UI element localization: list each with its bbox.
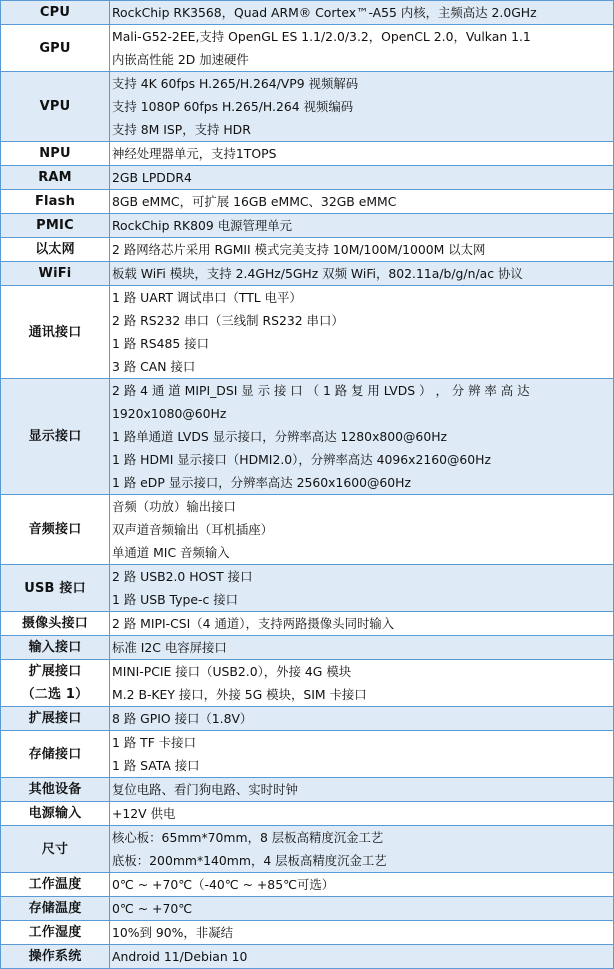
row-label-other: 其他设备 xyxy=(1,778,110,802)
table-row xyxy=(1,921,614,945)
value-line: 支持 1080P 60fps H.265/H.264 视频编码 xyxy=(112,99,354,114)
value-line: 8 路 GPIO 接口（1.8V） xyxy=(112,711,253,726)
row-value-gpu xyxy=(110,25,614,72)
row-label-storage: 存储接口 xyxy=(1,731,110,778)
value-line: 2 路 USB2.0 HOST 接口 xyxy=(112,569,253,584)
row-value-humidity xyxy=(110,921,614,945)
row-label-expansion-choice xyxy=(1,660,110,707)
row-value-storage-temp xyxy=(110,897,614,921)
row-label-ethernet: 以太网 xyxy=(1,238,110,262)
value-line: 标准 I2C 电容屏接口 xyxy=(112,640,227,655)
value-line: 复位电路、看门狗电路、实时时钟 xyxy=(112,782,298,797)
row-value-wifi xyxy=(110,262,614,286)
row-value-flash xyxy=(110,190,614,214)
row-value-dimensions xyxy=(110,826,614,873)
row-value-pmic xyxy=(110,214,614,238)
table-row xyxy=(1,707,614,731)
table-row xyxy=(1,142,614,166)
table-row xyxy=(1,286,614,379)
table-row xyxy=(1,166,614,190)
value-line: 板载 WiFi 模块，支持 2.4GHz/5GHz 双频 WiFi，802.11a/b/g/n/ac 协议 xyxy=(112,266,523,281)
table-row xyxy=(1,190,614,214)
value-line: 核心板：65mm*70mm，8 层板高精度沉金工艺 xyxy=(112,830,384,845)
table-row xyxy=(1,873,614,897)
value-line: 1 路 USB Type-c 接口 xyxy=(112,592,238,607)
table-row xyxy=(1,731,614,778)
row-value-audio xyxy=(110,495,614,565)
value-line: 0℃ ~ +70℃（-40℃ ~ +85℃可选） xyxy=(112,877,335,892)
row-value-ethernet xyxy=(110,238,614,262)
value-line: 1 路 UART 调试串口（TTL 电平） xyxy=(112,290,302,305)
value-line: M.2 B-KEY 接口，外接 5G 模块，SIM 卡接口 xyxy=(112,687,367,702)
table-row xyxy=(1,565,614,612)
row-value-vpu xyxy=(110,72,614,142)
row-value-other xyxy=(110,778,614,802)
value-line: 内嵌高性能 2D 加速硬件 xyxy=(112,52,249,67)
row-value-comm xyxy=(110,286,614,379)
label-line: （二选 1） xyxy=(21,687,89,702)
row-label-usb: USB 接口 xyxy=(1,565,110,612)
row-label-vpu: VPU xyxy=(1,72,110,142)
row-label-power: 电源输入 xyxy=(1,802,110,826)
value-line: 音频（功放）输出接口 xyxy=(112,499,236,514)
value-line: 8GB eMMC，可扩展 16GB eMMC、32GB eMMC xyxy=(112,194,397,209)
row-label-pmic: PMIC xyxy=(1,214,110,238)
row-label-display: 显示接口 xyxy=(1,379,110,495)
row-value-operating-temp xyxy=(110,873,614,897)
table-row xyxy=(1,262,614,286)
table-row xyxy=(1,379,614,495)
row-label-humidity: 工作湿度 xyxy=(1,921,110,945)
table-row xyxy=(1,660,614,707)
row-label-wifi: WiFi xyxy=(1,262,110,286)
row-label-input: 输入接口 xyxy=(1,636,110,660)
table-row xyxy=(1,636,614,660)
row-value-camera xyxy=(110,612,614,636)
value-line: 1 路 SATA 接口 xyxy=(112,758,200,773)
row-value-os xyxy=(110,945,614,969)
value-line: 支持 4K 60fps H.265/H.264/VP9 视频解码 xyxy=(112,76,359,91)
row-value-expansion-gpio xyxy=(110,707,614,731)
row-label-operating-temp: 工作温度 xyxy=(1,873,110,897)
value-line: 1 路 HDMI 显示接口（HDMI2.0），分辨率高达 4096x2160@60Hz xyxy=(112,452,492,467)
value-line: RockChip RK809 电源管理单元 xyxy=(112,218,293,233)
row-label-dimensions: 尺寸 xyxy=(1,826,110,873)
row-label-expansion-gpio: 扩展接口 xyxy=(1,707,110,731)
row-value-input xyxy=(110,636,614,660)
row-label-camera: 摄像头接口 xyxy=(1,612,110,636)
value-line: 1 路 eDP 显示接口，分辨率高达 2560x1600@60Hz xyxy=(112,475,411,490)
value-line: 1 路 TF 卡接口 xyxy=(112,735,196,750)
table-row xyxy=(1,778,614,802)
row-label-gpu: GPU xyxy=(1,25,110,72)
table-row xyxy=(1,826,614,873)
value-line: Mali-G52-2EE,支持 OpenGL ES 1.1/2.0/3.2，OpenCL 2.0，Vulkan 1.1 xyxy=(112,29,531,44)
table-row xyxy=(1,72,614,142)
row-label-flash: Flash xyxy=(1,190,110,214)
value-line: 2 路网络芯片采用 RGMII 模式完美支持 10M/100M/1000M 以太网 xyxy=(112,242,486,257)
table-row xyxy=(1,945,614,969)
value-line: 神经处理器单元，支持1TOPS xyxy=(112,146,277,161)
row-value-npu xyxy=(110,142,614,166)
row-label-storage-temp: 存储温度 xyxy=(1,897,110,921)
value-line: 2 路 MIPI-CSI（4 通道），支持两路摄像头同时输入 xyxy=(112,616,395,631)
value-line: 0℃ ~ +70℃ xyxy=(112,901,193,916)
value-line: MINI-PCIE 接口（USB2.0），外接 4G 模块 xyxy=(112,664,352,679)
table-row xyxy=(1,238,614,262)
value-line: Android 11/Debian 10 xyxy=(112,949,248,964)
value-line: 单通道 MIC 音频输入 xyxy=(112,545,230,560)
value-line: RockChip RK3568，Quad ARM® Cortex™-A55 内核，主频高达 2.0GHz xyxy=(112,5,537,20)
row-label-audio: 音频接口 xyxy=(1,495,110,565)
table-row xyxy=(1,1,614,25)
value-line: 双声道音频输出（耳机插座） xyxy=(112,522,274,537)
value-line: 2 路 RS232 串口（三线制 RS232 串口） xyxy=(112,313,344,328)
label-line: 扩展接口 xyxy=(28,664,82,679)
value-line: 2 路 4 通 道 MIPI_DSI 显 示 接 口 （ 1 路 复 用 LVDS ） ， 分 辨 率 高 达 xyxy=(112,383,530,398)
row-value-power xyxy=(110,802,614,826)
row-label-cpu: CPU xyxy=(1,1,110,25)
table-row xyxy=(1,25,614,72)
table-row xyxy=(1,897,614,921)
row-value-usb xyxy=(110,565,614,612)
value-line: 1 路 RS485 接口 xyxy=(112,336,209,351)
table-row xyxy=(1,802,614,826)
row-label-os: 操作系统 xyxy=(1,945,110,969)
value-line: 2GB LPDDR4 xyxy=(112,170,192,185)
row-value-cpu xyxy=(110,1,614,25)
table-row xyxy=(1,495,614,565)
row-value-display xyxy=(110,379,614,495)
value-line: 3 路 CAN 接口 xyxy=(112,359,196,374)
table-row xyxy=(1,214,614,238)
value-line: +12V 供电 xyxy=(112,806,176,821)
value-line: 底板：200mm*140mm，4 层板高精度沉金工艺 xyxy=(112,853,387,868)
row-value-expansion-choice xyxy=(110,660,614,707)
row-label-comm: 通讯接口 xyxy=(1,286,110,379)
table-row xyxy=(1,612,614,636)
row-label-ram: RAM xyxy=(1,166,110,190)
value-line: 1 路单通道 LVDS 显示接口，分辨率高达 1280x800@60Hz xyxy=(112,429,448,444)
row-label-npu: NPU xyxy=(1,142,110,166)
row-value-ram xyxy=(110,166,614,190)
value-line: 10%到 90%，非凝结 xyxy=(112,925,233,940)
value-line: 支持 8M ISP，支持 HDR xyxy=(112,122,251,137)
value-line: 1920x1080@60Hz xyxy=(112,406,227,421)
row-value-storage xyxy=(110,731,614,778)
